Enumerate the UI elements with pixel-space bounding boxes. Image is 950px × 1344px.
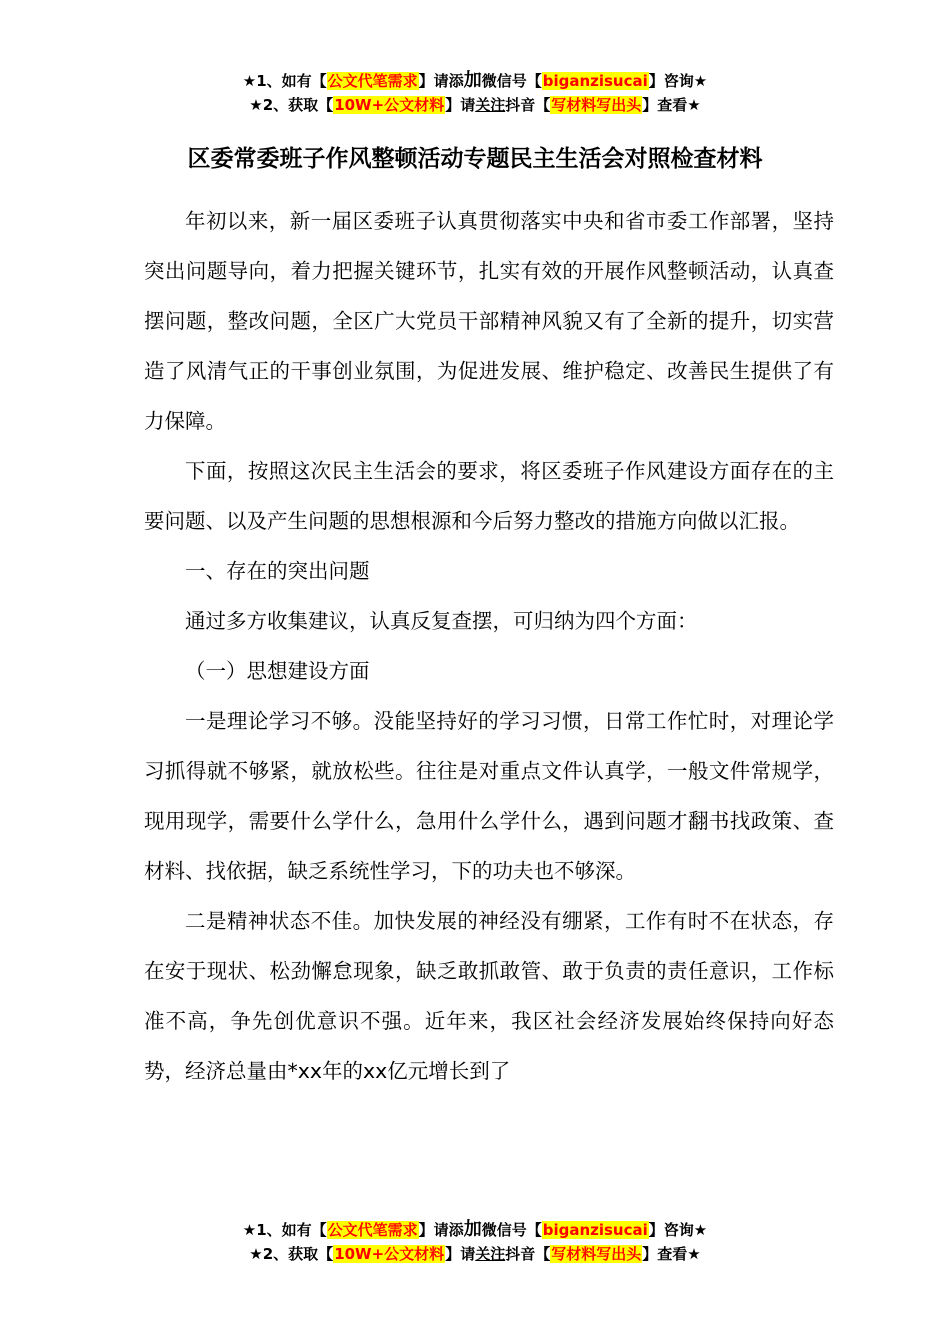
paragraph-mental-state: 二是精神状态不佳。加快发展的神经没有绷紧，工作有时不在状态，存在安于现状、松劲懈怠现象，缺乏敢抓敢管、敢于负责的责任意识，工作标准不高，争先创优意识不强。近年来，我区社会经济发展始终保持向好态势，经济总量由*xx年的xx亿元增长到了 bbox=[144, 909, 834, 1083]
highlight-writing-service: 公文代笔需求 bbox=[327, 72, 418, 90]
section-heading-problems: 一、存在的突出问题 bbox=[185, 559, 370, 583]
highlight-wechat-id: biganzisucai bbox=[542, 1221, 648, 1239]
subsection-heading-ideology: （一）思想建设方面 bbox=[185, 659, 370, 683]
paragraph-summary: 通过多方收集建议，认真反复查摆，可归纳为四个方面： bbox=[185, 609, 698, 633]
highlight-materials: 10W+公文材料 bbox=[334, 96, 445, 114]
paragraph-report-scope: 下面，按照这次民主生活会的要求，将区委班子作风建设方面存在的主要问题、以及产生问题的思想根源和今后努力整改的措施方向做以汇报。 bbox=[144, 459, 834, 533]
promo-line-1: ★1、如有【公文代笔需求】请添加微信号【biganzisucai】咨询★ bbox=[242, 1219, 708, 1240]
highlight-wechat-id: biganzisucai bbox=[542, 72, 648, 90]
promo-line-2: ★2、获取【10W+公文材料】请关注抖音【写材料写出头】查看★ bbox=[249, 96, 701, 114]
highlight-douyin-account: 写材料写出头 bbox=[551, 1245, 642, 1263]
paragraph-intro: 年初以来，新一届区委班子认真贯彻落实中央和省市委工作部署，坚持突出问题导向，着力把握关键环节，扎实有效的开展作风整顿活动，认真查摆问题，整改问题，全区广大党员干部精神风貌又有了全新的提升，切实营造了风清气正的干事创业氛围，为促进发展、维护稳定、改善民生提供了有力保障。 bbox=[144, 209, 834, 433]
promo-line-2: ★2、获取【10W+公文材料】请关注抖音【写材料写出头】查看★ bbox=[249, 1245, 701, 1263]
highlight-writing-service: 公文代笔需求 bbox=[327, 1221, 418, 1239]
document-body bbox=[144, 196, 834, 1096]
highlight-materials: 10W+公文材料 bbox=[334, 1245, 445, 1263]
paragraph-theory-study: 一是理论学习不够。没能坚持好的学习习惯，日常工作忙时，对理论学习抓得就不够紧，就放松些。往往是对重点文件认真学，一般文件常规学，现用现学，需要什么学什么，急用什么学什么，遇到问题才翻书找政策、查材料、找依据，缺乏系统性学习，下的功夫也不够深。 bbox=[144, 709, 834, 883]
promo-banner-top bbox=[0, 68, 950, 118]
promo-banner-bottom bbox=[0, 1217, 950, 1267]
promo-line-1: ★1、如有【公文代笔需求】请添加微信号【biganzisucai】咨询★ bbox=[242, 70, 708, 91]
highlight-douyin-account: 写材料写出头 bbox=[551, 96, 642, 114]
document-title: 区委常委班子作风整顿活动专题民主生活会对照检查材料 bbox=[187, 146, 763, 172]
